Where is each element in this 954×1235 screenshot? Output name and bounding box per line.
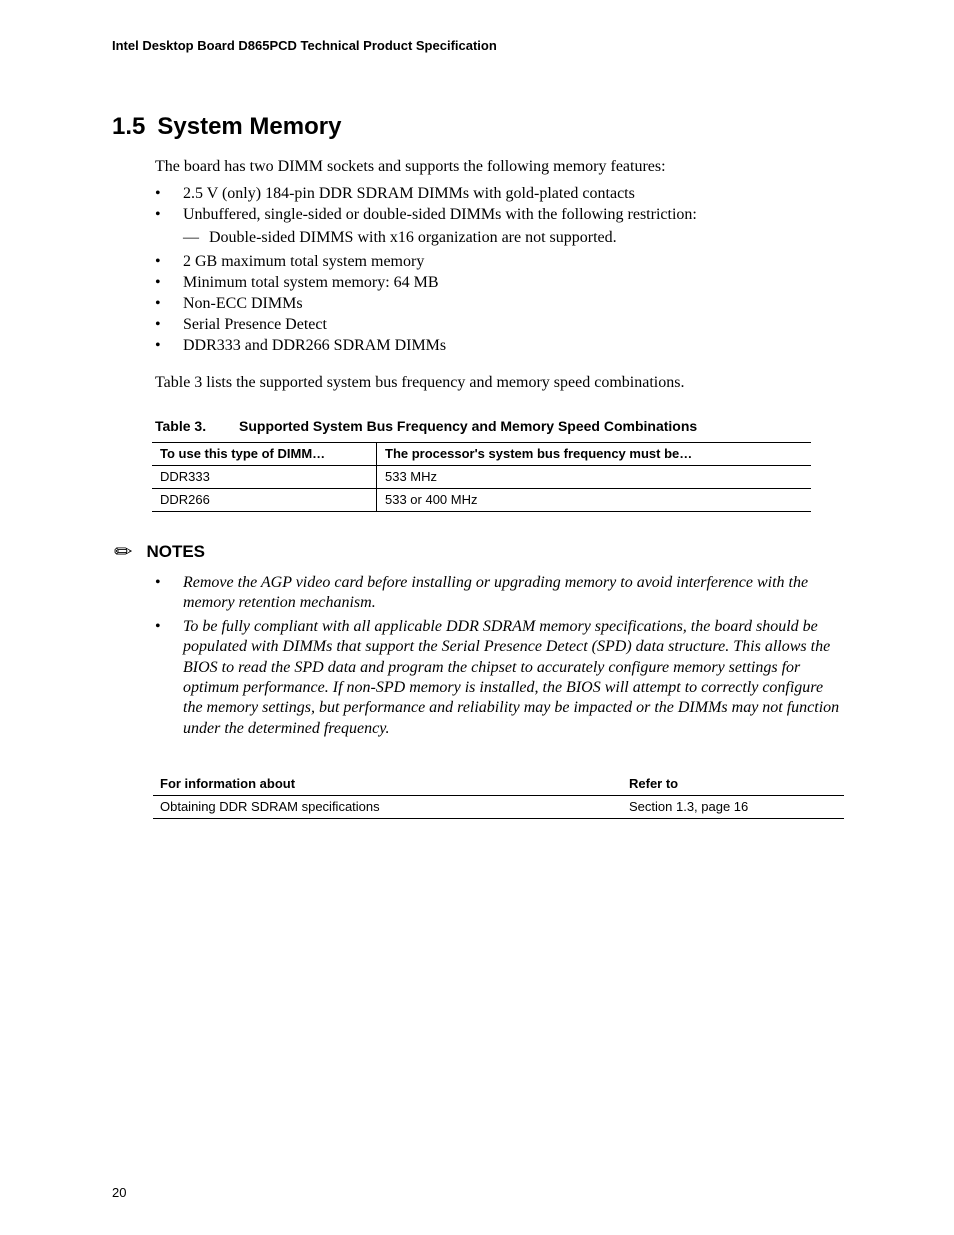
list-item: • 2 GB maximum total system memory <box>155 251 697 272</box>
table-cell: DDR266 <box>152 489 377 512</box>
table-title: Supported System Bus Frequency and Memory Speed Combinations <box>239 418 698 434</box>
restriction-text: Double-sided DIMMS with x16 organization are not supported. <box>209 229 617 246</box>
table-caption <box>155 418 697 434</box>
list-item: • Non-ECC DIMMs <box>155 293 697 314</box>
list-item: • Serial Presence Detect <box>155 314 697 335</box>
page-number: 20 <box>112 1185 127 1200</box>
table-cell: Section 1.3, page 16 <box>622 796 844 819</box>
page-header: Intel Desktop Board D865PCD Technical Product Specification <box>112 38 497 53</box>
intro-paragraph: The board has two DIMM sockets and supports the following memory features: <box>155 158 666 175</box>
column-header: For information about <box>153 773 622 796</box>
table-intro-paragraph: Table 3 lists the supported system bus frequency and memory speed combinations. <box>155 374 685 391</box>
list-item: • 2.5 V (only) 184-pin DDR SDRAM DIMMs with gold-plated contacts <box>155 183 697 204</box>
memory-speed-table <box>152 442 811 512</box>
list-item: • DDR333 and DDR266 SDRAM DIMMs <box>155 335 697 356</box>
dash-marker: — <box>183 229 199 246</box>
table-cell: Obtaining DDR SDRAM specifications <box>153 796 622 819</box>
note-item: • Remove the AGP video card before installing or upgrading memory to avoid interference with the memory retention mechanism. <box>155 573 845 614</box>
feature-list <box>155 183 697 356</box>
notes-list <box>155 573 845 742</box>
table-row <box>153 796 844 819</box>
column-header: Refer to <box>622 773 844 796</box>
list-item: • Unbuffered, single-sided or double-sided DIMMs with the following restriction: <box>155 204 697 225</box>
list-item: • Minimum total system memory: 64 MB <box>155 272 697 293</box>
table-cell: DDR333 <box>152 466 377 489</box>
section-title <box>112 113 341 141</box>
pencil-icon: ✏ <box>114 540 133 565</box>
column-header: To use this type of DIMM… <box>152 443 377 466</box>
section-number: 1.5 <box>112 113 146 140</box>
table-row <box>152 489 811 512</box>
sub-list-item <box>155 225 697 251</box>
table-row <box>152 466 811 489</box>
table-cell: 533 or 400 MHz <box>377 489 812 512</box>
table-label: Table 3. <box>155 418 207 434</box>
section-title-text: System Memory <box>157 113 342 140</box>
table-header-row <box>153 773 844 796</box>
notes-heading <box>114 540 205 565</box>
reference-table <box>153 773 844 819</box>
table-header-row <box>152 443 811 466</box>
table-cell: 533 MHz <box>377 466 812 489</box>
note-item: • To be fully compliant with all applicable DDR SDRAM memory specifications, the board should be populated with DIMMs that support the Serial Presence Detect (SPD) data structure. This allows the BIOS to read the SPD data and program the chipset to accurately configure memory settings for optimum performance. If non-SPD memory is installed, the BIOS will attempt to correctly configure the memory settings, but performance and reliability may be impacted or the DIMMs may not function under the determined frequency. <box>155 617 845 739</box>
column-header: The processor's system bus frequency must be… <box>377 443 812 466</box>
notes-heading-text: NOTES <box>146 542 205 561</box>
